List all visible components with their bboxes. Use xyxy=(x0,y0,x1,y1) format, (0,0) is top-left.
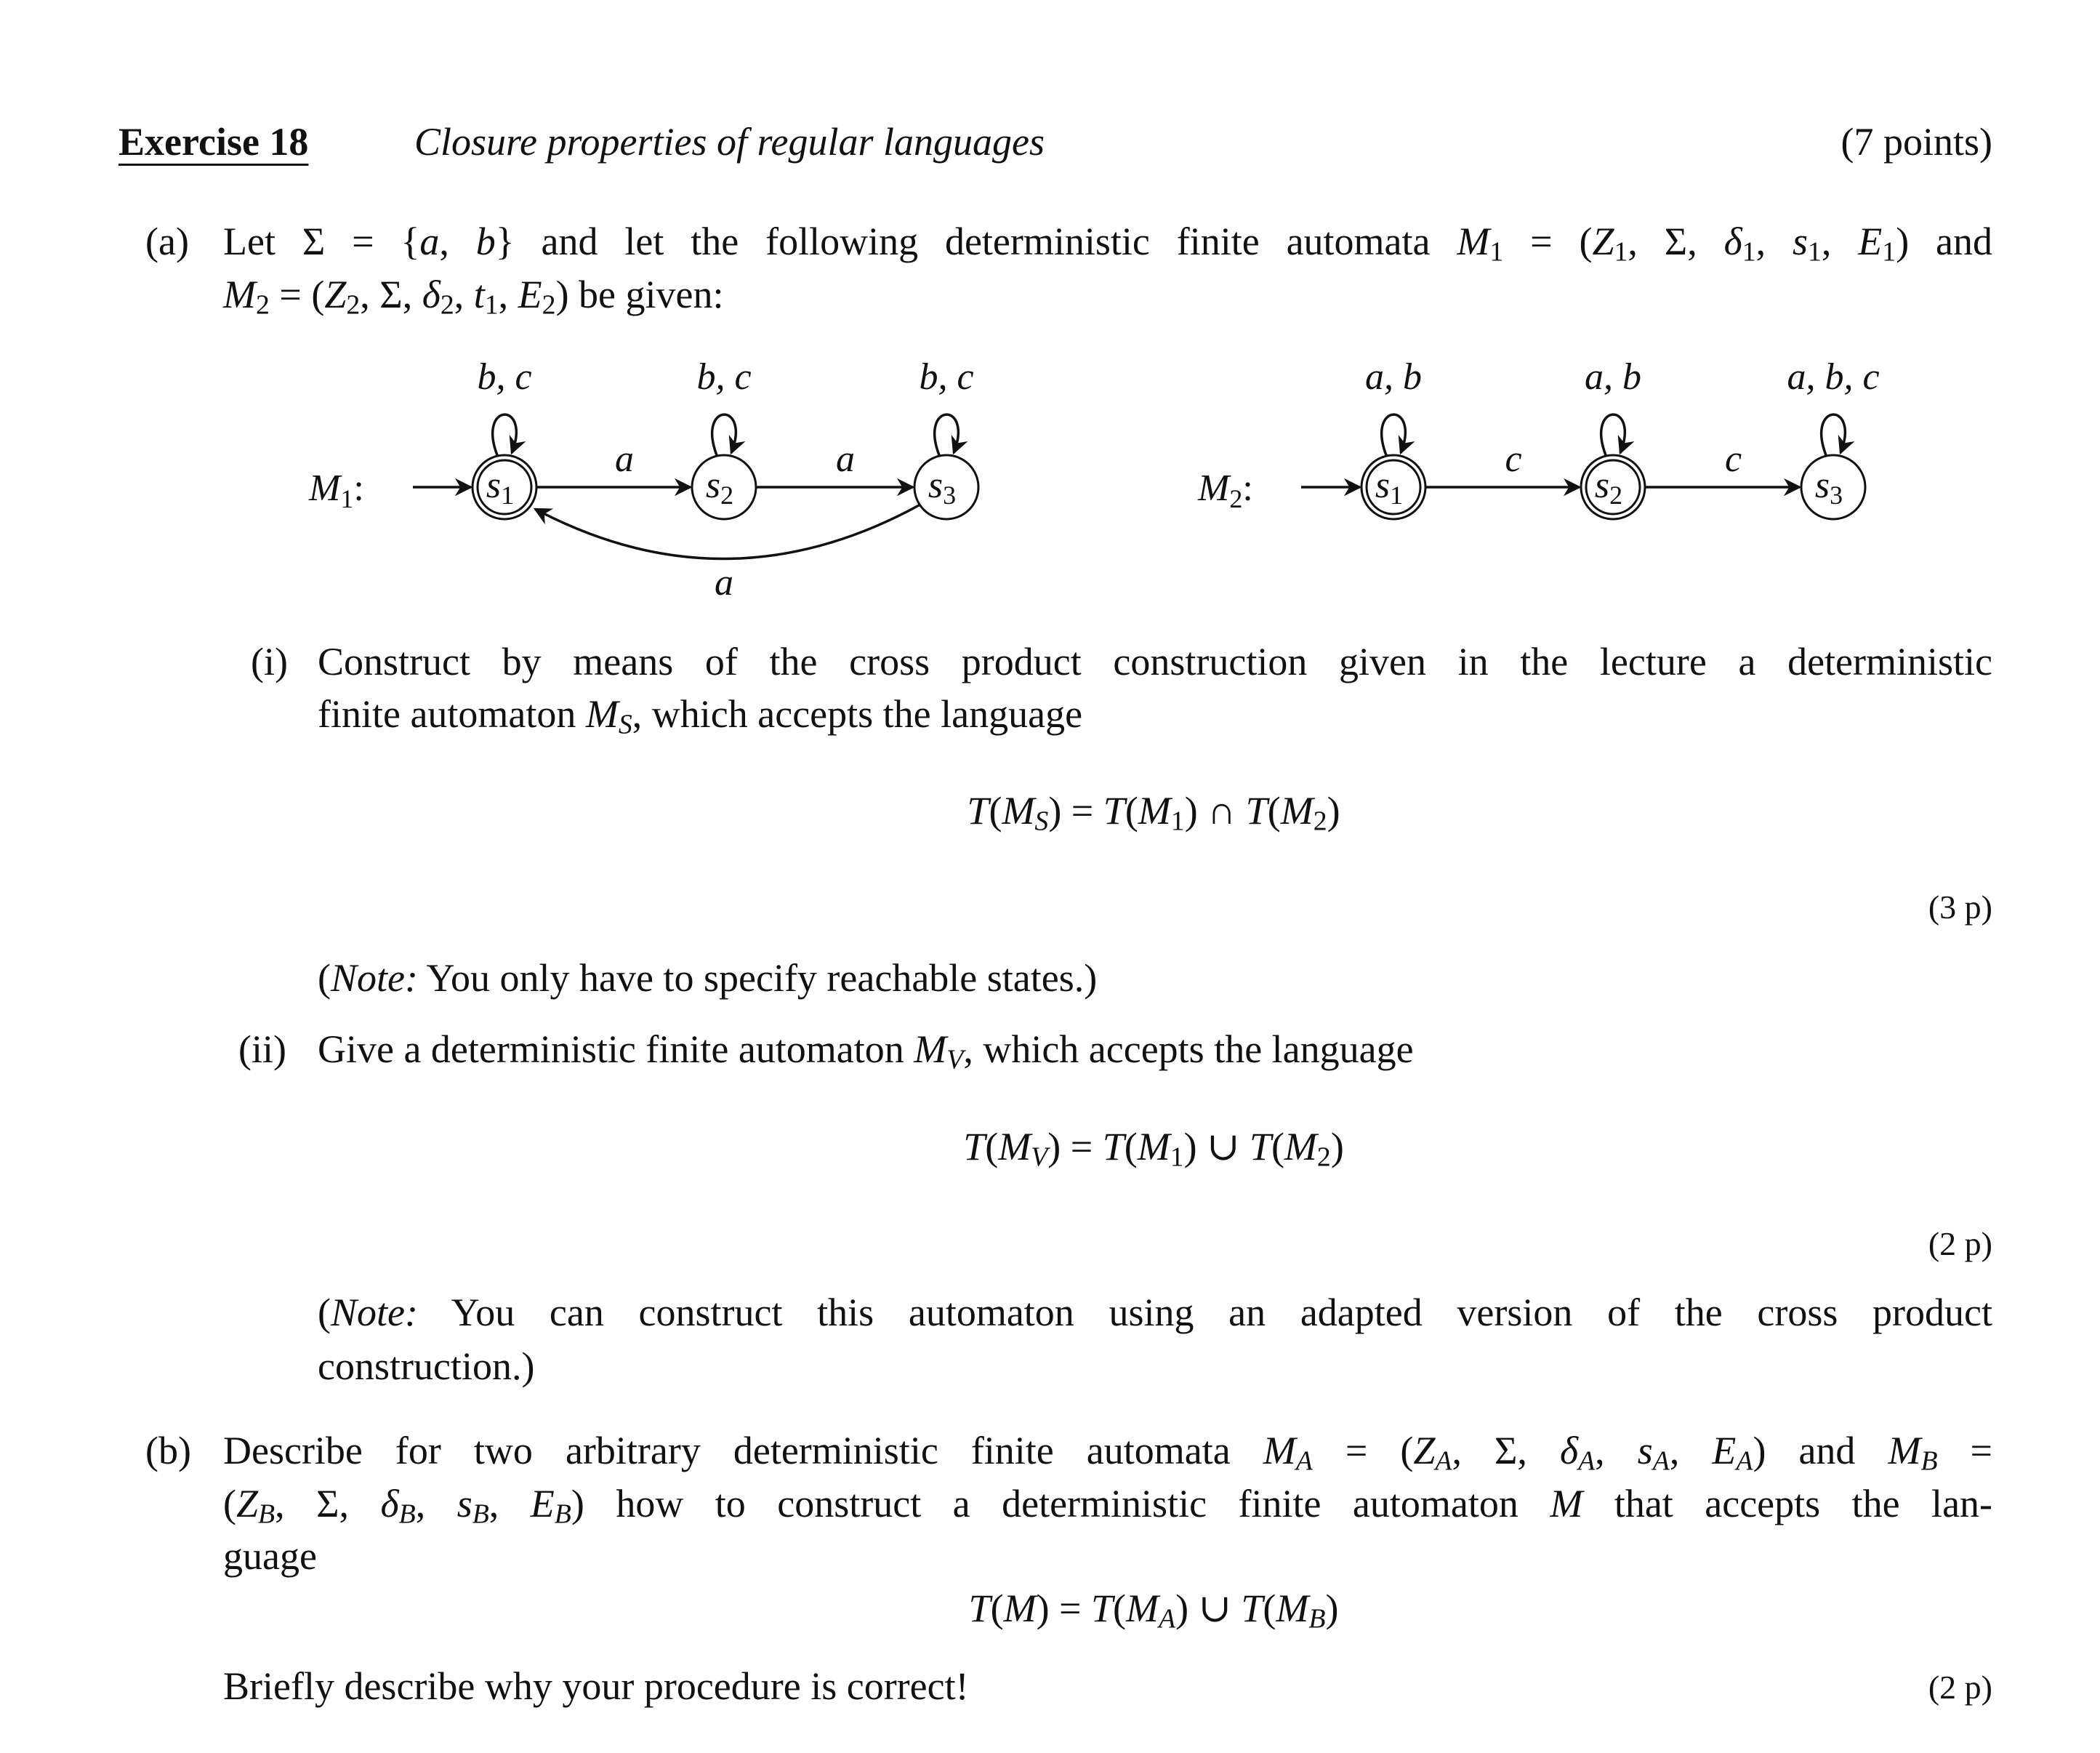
part-a-ii-note-2: construction.) xyxy=(318,1344,535,1388)
formula-intersection: $T(M_S) = T(M_1)$ ∩ $T(M_2)$ xyxy=(967,789,1340,837)
m1-back-edge-label: a xyxy=(715,562,733,603)
m2-self-loop xyxy=(1601,414,1625,455)
m1-loop-label: b, c xyxy=(919,356,974,398)
part-a-ii-points: (2 p) xyxy=(1928,1225,1992,1262)
part-a-ii-line-1: Give a deterministic finite automaton $M_V$, which accepts the language xyxy=(318,1027,1414,1075)
part-a-i-line-2: finite automaton $M_S$, which accepts the language xyxy=(318,692,1083,740)
part-a-i-line-1: Construct by means of the cross product construction given in the lecture a deterministic xyxy=(318,640,1992,683)
part-a-line-1: Let Σ = {a, b} and let the following deterministic finite automata $M_1 = (Z_1$, Σ, $\delta_1$, $s_1$, $E_1$) and xyxy=(223,220,1993,268)
automaton-m1 xyxy=(308,356,978,519)
formula-union-b: $T(M) = T(M_A)$ ∪ $T(M_B)$ xyxy=(968,1586,1339,1634)
part-b-line-4: Briefly describe why your procedure is correct! xyxy=(223,1664,969,1708)
part-b-line-2: ($Z_B$, Σ, $\delta_B$, $s_B$, $E_B$) how to construct a deterministic finite automaton M that accepts the lan- xyxy=(223,1482,1993,1530)
m1-self-loop xyxy=(493,414,517,455)
part-b-points: (2 p) xyxy=(1928,1669,1992,1706)
part-a-i-note: (Note: You only have to specify reachable states.) xyxy=(318,956,1098,1000)
automaton-m2 xyxy=(1197,356,1880,519)
m2-state-label: s2 xyxy=(1594,465,1623,510)
m2-edge-label: c xyxy=(1724,438,1742,480)
m2-self-loop xyxy=(1822,414,1846,455)
exercise-subtitle: Closure properties of regular languages xyxy=(414,120,1045,164)
m2-edge-label: c xyxy=(1505,438,1522,480)
part-a-i-points: (3 p) xyxy=(1928,888,1992,926)
part-b-line-3: guage xyxy=(223,1534,317,1578)
part-a-line-2: $M_2 = (Z_2$, Σ, $\delta_2$, $t_1$, $E_2$) be given: xyxy=(223,273,724,321)
m1-self-loop xyxy=(712,414,736,455)
m2-loop-label: a, b xyxy=(1585,356,1641,398)
m1-state-label: s3 xyxy=(928,465,957,510)
part-a-ii-label: (ii) xyxy=(238,1027,286,1071)
exercise-title: Exercise 18 xyxy=(118,120,309,164)
m1-label: M1: xyxy=(309,468,364,513)
m1-edge-label: a xyxy=(615,438,634,480)
formula-union: $T(M_V) = T(M_1)$ ∪ $T(M_2)$ xyxy=(963,1125,1344,1173)
part-a-i-label: (i) xyxy=(251,640,288,683)
m2-self-loop xyxy=(1382,414,1406,455)
part-b-line-1: Describe for two arbitrary deterministic finite automata $M_A = (Z_A$, Σ, $\delta_A$, $s_A$, $E_A$) and $M_B$ = xyxy=(223,1429,1993,1477)
m2-state-label: s3 xyxy=(1814,465,1843,510)
part-b-label: (b) xyxy=(145,1429,191,1472)
exercise-points: (7 points) xyxy=(1840,120,1992,164)
m1-loop-label: b, c xyxy=(696,356,752,398)
m1-state-label: s1 xyxy=(486,465,515,510)
m2-state-label: s1 xyxy=(1375,465,1404,510)
part-a-label: (a) xyxy=(145,220,189,263)
automata-diagram xyxy=(0,0,2100,654)
m1-loop-label: b, c xyxy=(477,356,532,398)
m2-loop-label: a, b xyxy=(1365,356,1422,398)
m1-state-label: s2 xyxy=(705,465,734,510)
m1-self-loop xyxy=(935,414,959,455)
m1-edge-label: a xyxy=(836,438,855,480)
part-a-ii-note-1: (Note: You can construct this automaton using an adapted version of the cross product xyxy=(318,1291,1992,1334)
m2-label: M2: xyxy=(1198,468,1253,513)
m2-loop-label: a, b, c xyxy=(1787,356,1880,398)
